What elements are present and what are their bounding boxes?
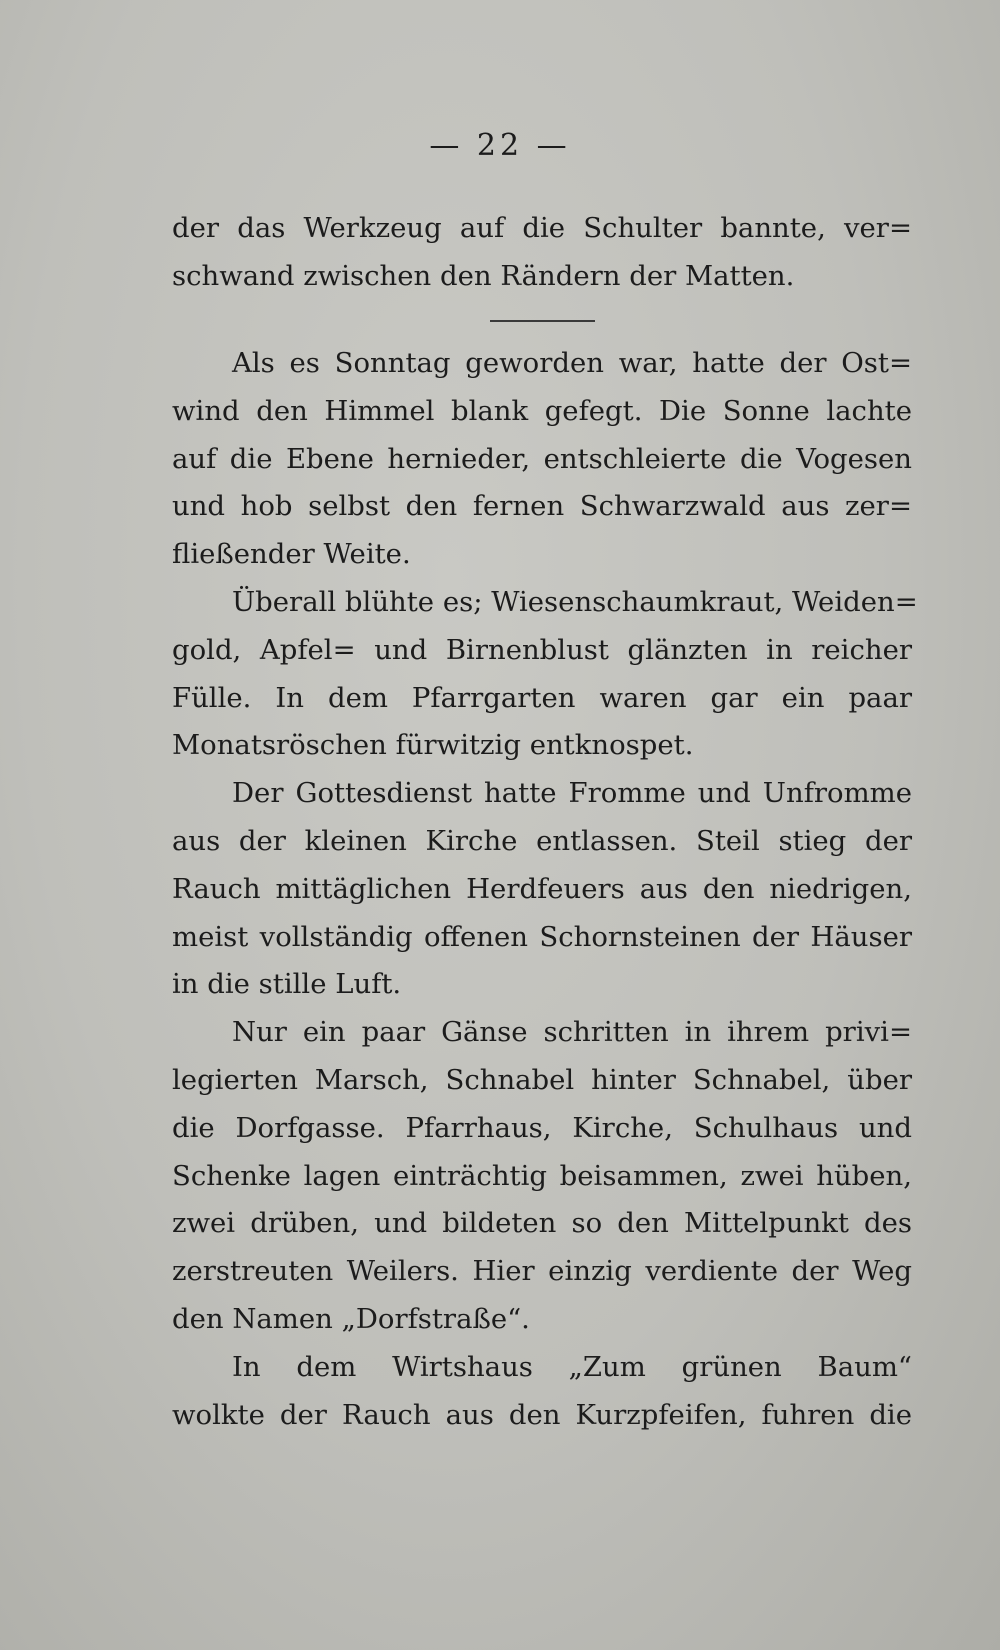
text-line: und hob selbst den fernen Schwarzwald aus zer=	[172, 490, 912, 523]
text-line: gold, Apfel= und Birnenblust glänzten in reicher	[172, 633, 912, 666]
text-line: aus der kleinen Kirche entlassen. Steil stieg der	[172, 824, 912, 857]
text-line: Monatsröschen fürwitzig entknospet.	[172, 729, 694, 762]
text-line: legierten Marsch, Schnabel hinter Schnabel, über	[172, 1063, 912, 1096]
text-line: Als es Sonntag geworden war, hatte der Ost=	[232, 347, 912, 379]
text-line: Fülle. In dem Pfarrgarten waren gar ein paar	[172, 681, 912, 714]
text-line: Nur ein paar Gänse schritten in ihrem privi=	[232, 1016, 912, 1049]
section-divider	[490, 320, 595, 322]
text-line: Rauch mittäglichen Herdfeuers aus den niedrigen,	[172, 872, 912, 905]
text-line: die Dorfgasse. Pfarrhaus, Kirche, Schulhaus und	[172, 1111, 912, 1144]
page-number: — 22 —	[429, 128, 571, 163]
text-line: zerstreuten Weilers. Hier einzig verdiente der Weg	[172, 1255, 912, 1288]
text-line: wind den Himmel blank gefegt. Die Sonne lachte	[172, 394, 912, 427]
text-line: der das Werkzeug auf die Schulter bannte, ver=	[172, 212, 912, 244]
text-line: wolkte der Rauch aus den Kurzpfeifen, fuhren die	[172, 1398, 912, 1431]
text-line: den Namen „Dorfstraße“.	[172, 1302, 530, 1335]
text-line: In dem Wirtshaus „Zum grünen Baum“	[232, 1350, 912, 1383]
text-line: in die stille Luft.	[172, 968, 402, 1001]
text-line: Überall blühte es; Wiesenschaumkraut, Weiden=	[232, 585, 918, 618]
text-line: Der Gottesdienst hatte Fromme und Unfromme	[232, 777, 912, 810]
section-1-text	[172, 205, 912, 301]
text-line: Schenke lagen einträchtig beisammen, zwei hüben,	[172, 1159, 912, 1192]
text-line: fließender Weite.	[172, 538, 411, 571]
text-line: schwand zwischen den Rändern der Matten.	[172, 259, 795, 292]
text-line: meist vollständig offenen Schornsteinen der Häuser	[172, 920, 912, 953]
text-line: zwei drüben, und bildeten so den Mittelpunkt des	[172, 1207, 912, 1240]
section-2-text	[172, 340, 918, 1439]
text-line: auf die Ebene hernieder, entschleierte die Vogesen	[172, 442, 912, 475]
